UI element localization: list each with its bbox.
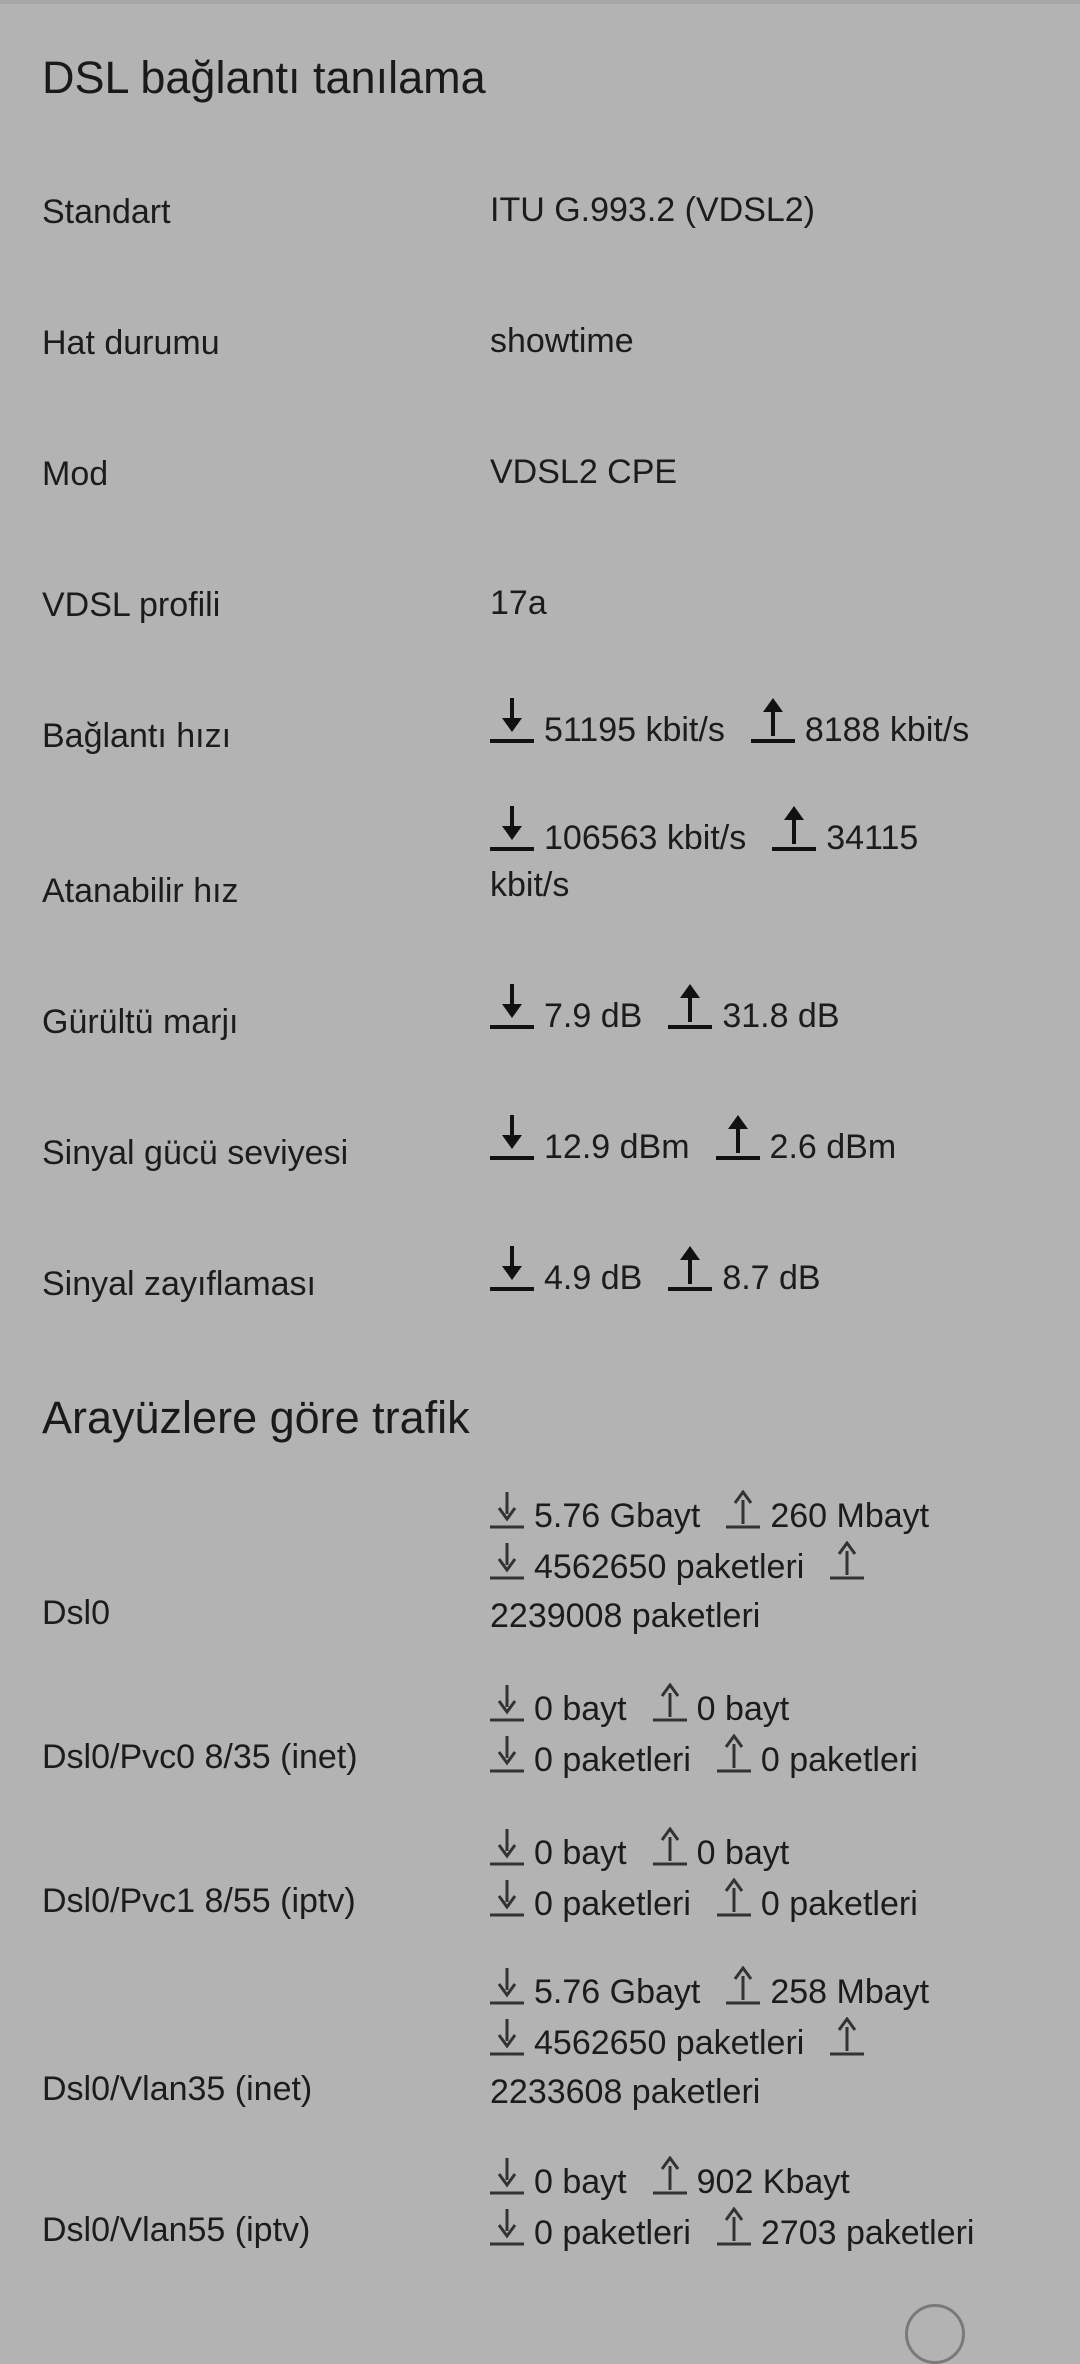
- row-value: [490, 1113, 1050, 1171]
- upload-arrow-icon: [726, 1966, 760, 2006]
- download-arrow-icon: [490, 1683, 524, 1723]
- upstream-value: 34115: [826, 819, 919, 857]
- traffic-values: [490, 1827, 1050, 1929]
- traffic-values: [490, 1490, 1050, 1641]
- top-divider: [0, 0, 1080, 4]
- floating-action-button[interactable]: [905, 2304, 965, 2364]
- downstream-bytes: 5.76 Gbayt: [534, 1497, 701, 1535]
- downstream-value: 106563 kbit/s: [544, 819, 747, 857]
- upstream-packets: 2233608 paketleri: [490, 2073, 761, 2111]
- row-value: ITU G.993.2 (VDSL2): [490, 191, 816, 229]
- download-arrow-icon: [490, 982, 534, 1030]
- download-arrow-icon: [490, 2017, 524, 2057]
- downstream-packets: 0 paketleri: [534, 1885, 691, 1923]
- downstream-packets: 4562650 paketleri: [534, 1548, 805, 1586]
- downstream-value: 7.9 dB: [544, 997, 643, 1035]
- download-arrow-icon: [490, 1490, 524, 1530]
- upstream-bytes: 0 bayt: [696, 1834, 790, 1872]
- row-label: Dsl0/Vlan35 (inet): [42, 2070, 313, 2108]
- upload-arrow-icon: [653, 1827, 687, 1867]
- upstream-bytes: 260 Mbayt: [770, 1497, 930, 1535]
- traffic-values: [490, 1966, 1050, 2117]
- download-arrow-icon: [490, 1113, 534, 1161]
- upload-arrow-icon: [830, 2017, 864, 2057]
- upstream-value: 31.8 dB: [722, 997, 840, 1035]
- row-label: Sinyal gücü seviyesi: [42, 1134, 349, 1172]
- row-label: Dsl0: [42, 1594, 111, 1632]
- downstream-packets: 0 paketleri: [534, 1741, 691, 1779]
- download-arrow-icon: [490, 1827, 524, 1867]
- download-arrow-icon: [490, 1541, 524, 1581]
- upload-arrow-icon: [830, 1541, 864, 1581]
- row-value: [490, 982, 1050, 1040]
- upload-arrow-icon: [668, 1244, 712, 1292]
- downstream-value: 51195 kbit/s: [544, 711, 725, 749]
- download-arrow-icon: [490, 804, 534, 852]
- row-label: Dsl0/Vlan55 (iptv): [42, 2211, 311, 2249]
- upstream-packets: 2703 paketleri: [760, 2214, 975, 2252]
- upload-arrow-icon: [668, 982, 712, 1030]
- upstream-packets: 0 paketleri: [760, 1741, 918, 1779]
- row-value: [490, 804, 1050, 909]
- download-arrow-icon: [490, 1734, 524, 1774]
- row-value: VDSL2 CPE: [490, 453, 678, 491]
- download-arrow-icon: [490, 2156, 524, 2196]
- upload-arrow-icon: [653, 1683, 687, 1723]
- row-value: [490, 1244, 1050, 1302]
- section-title-traffic: Arayüzlere göre trafik: [42, 1392, 470, 1443]
- upload-arrow-icon: [772, 804, 816, 852]
- row-label: Hat durumu: [42, 324, 220, 362]
- downstream-value: 4.9 dB: [544, 1259, 643, 1297]
- traffic-values: [490, 2156, 1050, 2258]
- upload-arrow-icon: [751, 696, 795, 744]
- row-value: showtime: [490, 322, 634, 360]
- downstream-packets: 0 paketleri: [534, 2214, 691, 2252]
- row-label: VDSL profili: [42, 586, 221, 624]
- download-arrow-icon: [490, 1878, 524, 1918]
- upstream-value: 8.7 dB: [722, 1259, 821, 1297]
- row-value: 17a: [490, 584, 547, 622]
- downstream-bytes: 0 bayt: [534, 1690, 627, 1728]
- section-title-dsl-diagnostics: DSL bağlantı tanılama: [42, 52, 486, 103]
- upstream-packets: 2239008 paketleri: [490, 1597, 761, 1635]
- upstream-bytes: 0 bayt: [696, 1690, 790, 1728]
- upload-arrow-icon: [716, 1113, 760, 1161]
- row-label: Sinyal zayıflaması: [42, 1265, 316, 1303]
- download-arrow-icon: [490, 1966, 524, 2006]
- download-arrow-icon: [490, 1244, 534, 1292]
- upload-arrow-icon: [726, 1490, 760, 1530]
- row-label: Dsl0/Pvc1 8/55 (iptv): [42, 1882, 356, 1920]
- downstream-packets: 4562650 paketleri: [534, 2024, 805, 2062]
- row-label: Bağlantı hızı: [42, 717, 232, 755]
- row-label: Dsl0/Pvc0 8/35 (inet): [42, 1738, 358, 1776]
- downstream-bytes: 0 bayt: [534, 2163, 627, 2201]
- upload-arrow-icon: [653, 2156, 687, 2196]
- downstream-bytes: 0 bayt: [534, 1834, 627, 1872]
- upstream-bytes: 258 Mbayt: [770, 1973, 930, 2011]
- row-label: Gürültü marjı: [42, 1003, 239, 1041]
- upstream-value: 8188 kbit/s: [804, 711, 970, 749]
- row-value: [490, 696, 1050, 754]
- upload-arrow-icon: [717, 1878, 751, 1918]
- upload-arrow-icon: [717, 1734, 751, 1774]
- upstream-packets: 0 paketleri: [760, 1885, 918, 1923]
- traffic-values: [490, 1683, 1050, 1785]
- upstream-unit: kbit/s: [490, 866, 570, 904]
- download-arrow-icon: [490, 696, 534, 744]
- row-label: Mod: [42, 455, 109, 493]
- downstream-bytes: 5.76 Gbayt: [534, 1973, 701, 2011]
- row-label: Standart: [42, 193, 171, 231]
- downstream-value: 12.9 dBm: [544, 1128, 690, 1166]
- row-label: Atanabilir hız: [42, 872, 239, 910]
- upstream-value: 2.6 dBm: [769, 1128, 897, 1166]
- upload-arrow-icon: [717, 2207, 751, 2247]
- download-arrow-icon: [490, 2207, 524, 2247]
- upstream-bytes: 902 Kbayt: [696, 2163, 850, 2201]
